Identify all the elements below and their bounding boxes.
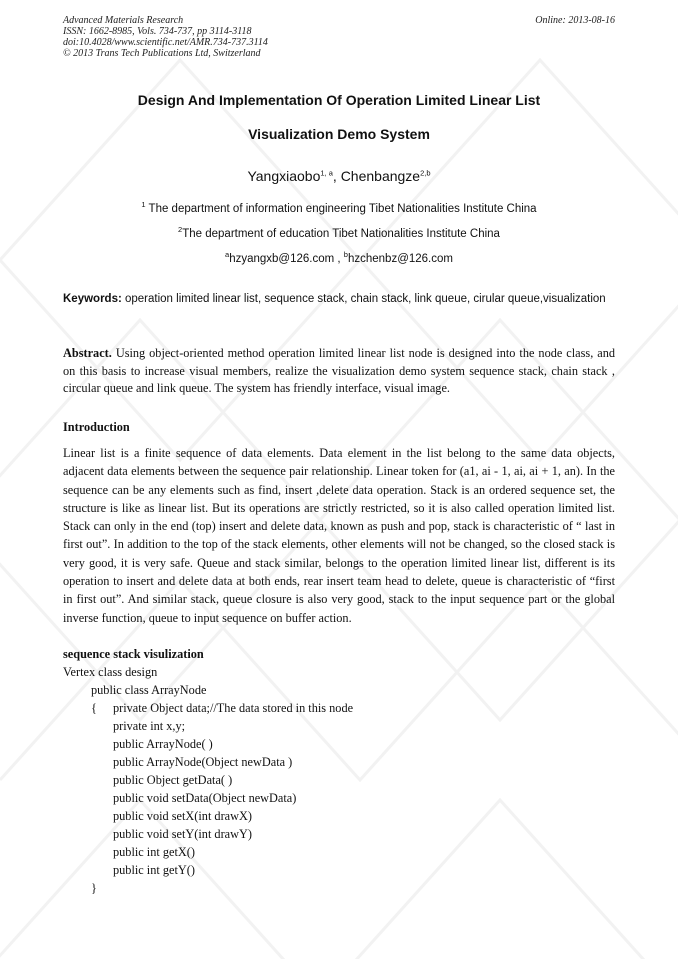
code-open-brace: { <box>91 701 97 715</box>
author-line <box>40 168 638 184</box>
online-date: Online: 2013-08-16 <box>535 15 615 26</box>
abstract-label: Abstract. <box>63 346 112 360</box>
code-line: public int getY() <box>113 863 195 877</box>
author-2-sup: 2,b <box>420 168 431 178</box>
email-separator: , <box>334 253 344 265</box>
code-line: public ArrayNode(Object newData ) <box>113 755 293 769</box>
subheading-vertex-class: Vertex class design <box>63 665 158 679</box>
email-a: hzyangxb@126.com <box>229 253 335 265</box>
code-line: public class ArrayNode <box>91 683 207 697</box>
code-close-brace: } <box>91 881 97 895</box>
author-1-sup: 1, a <box>320 168 333 178</box>
author-separator: , <box>332 168 341 184</box>
affiliation-1-text: The department of information engineering Tibet Nationalities Institute China <box>145 203 537 215</box>
keywords <box>63 290 615 308</box>
paper-title-line-1: Design And Implementation Of Operation Limited Linear List <box>137 92 541 108</box>
email-a-sup: a <box>225 250 230 260</box>
introduction-paragraph: Linear list is a finite sequence of data elements. Data element in the list belong to the same data objects, adjacent data elements between the sequence pair relationship. Linear token for (a1, ai - 1, ai, ai + 1, an). In the sequence can be any elements such as find, insert ,delete data operation. Stack is an ordered sequence set, the structure is like as linear list. But its operations are strictly restricted, so it is also called operation limited list. Stack can only in the end (top) insert and delete data, known as push and pop, stack is characteristic of “ last in first out”. In addition to the top of the stack elements, other elements will not be changed, so the closed stack is very good, it is very safe. Queue and stack similar, belongs to the operation limited linear list, different is its operation to insert and delete data at both ends, rear insert team head to delete, queue is characteristic of “first in first out”. And similar stack, queue closure is also very good, stack to the input sequence part or the global inverse function, queue to input sequence on buffer action. <box>63 446 615 625</box>
code-line: public Object getData( ) <box>113 773 233 787</box>
issn-line: ISSN: 1662-8985, Vols. 734-737, pp 3114-3118 <box>63 26 252 37</box>
paper-title-line-2: Visualization Demo System <box>248 126 430 142</box>
abstract-text: Using object-oriented method operation limited linear list node is designed into the node class, and on this basis to increase visual members, realize the visualization demo system sequence stack, chain stack , circular queue and link queue. The system has friendly interface, visual image. <box>63 346 615 396</box>
email-b: hzchenbz@126.com <box>347 253 453 265</box>
journal-name: Advanced Materials Research <box>63 15 184 26</box>
keywords-label: Keywords: <box>63 293 122 305</box>
copyright-line: © 2013 Trans Tech Publications Ltd, Switzerland <box>63 48 261 59</box>
code-line: public void setX(int drawX) <box>113 809 252 823</box>
journal-header <box>63 15 268 59</box>
code-line: public int getX() <box>113 845 195 859</box>
author-1-name: Yangxiaobo <box>247 168 321 184</box>
code-line: public void setY(int drawY) <box>113 827 252 841</box>
abstract <box>63 345 615 398</box>
introduction-heading: Introduction <box>63 420 130 434</box>
keywords-text: operation limited linear list, sequence stack, chain stack, link queue, cirular queue,visualization <box>121 293 606 305</box>
code-line: private int x,y; <box>113 719 186 733</box>
author-2-name: Chenbangze <box>340 168 421 184</box>
email-b-sup: b <box>343 250 348 260</box>
affiliation-2-text: The department of education Tibet Nationalities Institute China <box>182 228 500 240</box>
affiliation-2 <box>40 225 638 240</box>
email-line <box>40 250 638 265</box>
affiliation-2-sup: 2 <box>178 225 183 235</box>
code-line: public ArrayNode( ) <box>113 737 213 751</box>
doi-line: doi:10.4028/www.scientific.net/AMR.734-737.3114 <box>63 37 268 48</box>
section-heading-sequence-stack: sequence stack visulization <box>63 647 204 661</box>
code-line: public void setData(Object newData) <box>113 791 297 805</box>
affiliation-1 <box>40 200 638 215</box>
affiliation-1-sup: 1 <box>141 200 146 210</box>
code-line: private Object data;//The data stored in this node <box>113 701 354 715</box>
